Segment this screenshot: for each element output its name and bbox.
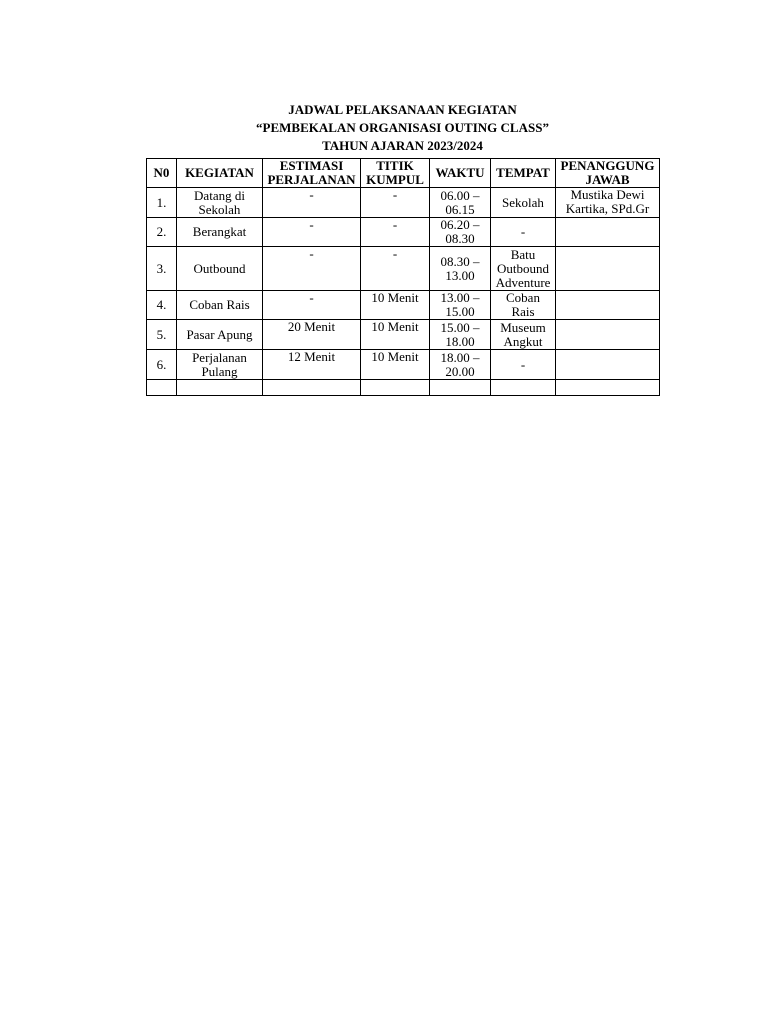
cell-waktu	[430, 320, 491, 350]
empty-cell	[177, 380, 263, 396]
header-estimasi-line: ESTIMASI	[279, 158, 344, 173]
cell-line: 18.00	[445, 333, 475, 349]
cell-line: -	[520, 224, 526, 239]
cell-line: 06.00 –	[440, 187, 480, 203]
cell-titik-kumpul: 10 Menit	[361, 291, 430, 320]
cell-line: Perjalanan	[192, 349, 247, 365]
header-estimasi	[263, 159, 361, 188]
cell-line: Museum	[500, 319, 546, 335]
cell-line: 20.00	[445, 363, 475, 379]
cell-titik-kumpul: -	[361, 218, 430, 247]
cell-penanggung-jawab	[556, 291, 660, 320]
schedule-table	[146, 158, 660, 396]
cell-kegiatan	[177, 320, 263, 350]
cell-penanggung-jawab	[556, 320, 660, 350]
cell-line: Batu	[510, 246, 536, 262]
cell-estimasi: -	[263, 188, 361, 218]
cell-estimasi: -	[263, 218, 361, 247]
cell-line: 06.15	[445, 201, 475, 217]
title-line: JADWAL PELAKSANAAN KEGIATAN	[288, 102, 517, 117]
cell-tempat	[491, 350, 556, 380]
cell-kegiatan	[177, 188, 263, 218]
cell-titik-kumpul: -	[361, 188, 430, 218]
cell-titik-kumpul: 10 Menit	[361, 320, 430, 350]
header-kegiatan: KEGIATAN	[177, 159, 263, 188]
cell-line: Rais	[511, 304, 535, 319]
table-row	[147, 320, 660, 350]
cell-no: 3.	[147, 247, 177, 291]
document-title	[146, 101, 659, 155]
header-titik-kumpul	[361, 159, 430, 188]
cell-titik-kumpul: -	[361, 247, 430, 291]
header-titik-line: TITIK	[376, 158, 414, 173]
header-titik-line: KUMPUL	[366, 172, 424, 187]
cell-line: 15.00 –	[440, 319, 480, 335]
cell-no: 5.	[147, 320, 177, 350]
cell-line: Sekolah	[198, 201, 241, 217]
cell-waktu	[430, 291, 491, 320]
table-row	[147, 188, 660, 218]
cell-tempat	[491, 218, 556, 247]
cell-line: Mustika Dewi	[570, 187, 645, 202]
cell-kegiatan	[177, 291, 263, 320]
cell-line: Coban Rais	[189, 297, 250, 312]
table-row	[147, 291, 660, 320]
cell-kegiatan	[177, 247, 263, 291]
empty-cell	[361, 380, 430, 396]
cell-line: Adventure	[495, 274, 551, 290]
cell-line: 06.20 –	[440, 217, 480, 232]
table-row	[147, 218, 660, 247]
empty-cell	[491, 380, 556, 396]
header-tempat: TEMPAT	[491, 159, 556, 188]
table-header-row	[147, 159, 660, 188]
cell-line: Sekolah	[502, 194, 544, 210]
cell-line: 08.30 –	[440, 253, 480, 269]
title-line: TAHUN AJARAN 2023/2024	[322, 138, 483, 153]
cell-line: Outbound	[497, 260, 549, 276]
cell-penanggung-jawab	[556, 350, 660, 380]
empty-cell	[556, 380, 660, 396]
cell-estimasi: 20 Menit	[263, 320, 361, 350]
cell-line: Berangkat	[192, 224, 247, 239]
header-no: N0	[147, 159, 177, 188]
cell-line: 13.00 –	[440, 290, 480, 305]
cell-penanggung-jawab	[556, 188, 660, 218]
cell-line: 18.00 –	[440, 349, 480, 365]
table-row	[147, 247, 660, 291]
empty-cell	[147, 380, 177, 396]
header-pj-line: JAWAB	[585, 172, 630, 187]
cell-line: Pasar Apung	[186, 326, 253, 342]
cell-penanggung-jawab	[556, 218, 660, 247]
cell-estimasi: -	[263, 247, 361, 291]
title-line: “PEMBEKALAN ORGANISASI OUTING CLASS”	[256, 120, 549, 135]
empty-cell	[263, 380, 361, 396]
cell-line: Kartika, SPd.Gr	[565, 201, 650, 216]
cell-line: -	[520, 356, 526, 372]
cell-waktu	[430, 218, 491, 247]
cell-tempat	[491, 320, 556, 350]
cell-tempat	[491, 188, 556, 218]
header-waktu: WAKTU	[430, 159, 491, 188]
cell-no: 4.	[147, 291, 177, 320]
table-row	[147, 350, 660, 380]
cell-kegiatan	[177, 350, 263, 380]
cell-titik-kumpul: 10 Menit	[361, 350, 430, 380]
cell-tempat	[491, 247, 556, 291]
cell-line: Angkut	[503, 333, 543, 349]
empty-cell	[430, 380, 491, 396]
cell-tempat	[491, 291, 556, 320]
cell-no: 2.	[147, 218, 177, 247]
empty-table-row	[147, 380, 660, 396]
header-penanggung-jawab	[556, 159, 660, 188]
cell-line: Outbound	[193, 260, 246, 276]
cell-no: 6.	[147, 350, 177, 380]
cell-waktu	[430, 350, 491, 380]
cell-line: 13.00	[445, 267, 475, 283]
header-pj-line: PENANGGUNG	[560, 158, 655, 173]
cell-waktu	[430, 188, 491, 218]
cell-waktu	[430, 247, 491, 291]
header-estimasi-line: PERJALANAN	[267, 172, 356, 187]
cell-kegiatan	[177, 218, 263, 247]
cell-no: 1.	[147, 188, 177, 218]
cell-estimasi: -	[263, 291, 361, 320]
cell-estimasi: 12 Menit	[263, 350, 361, 380]
cell-line: 08.30	[445, 231, 475, 246]
cell-line: Pulang	[201, 363, 238, 379]
cell-line: 15.00	[445, 304, 475, 319]
cell-penanggung-jawab	[556, 247, 660, 291]
cell-line: Coban	[506, 290, 540, 305]
cell-line: Datang di	[194, 187, 245, 203]
